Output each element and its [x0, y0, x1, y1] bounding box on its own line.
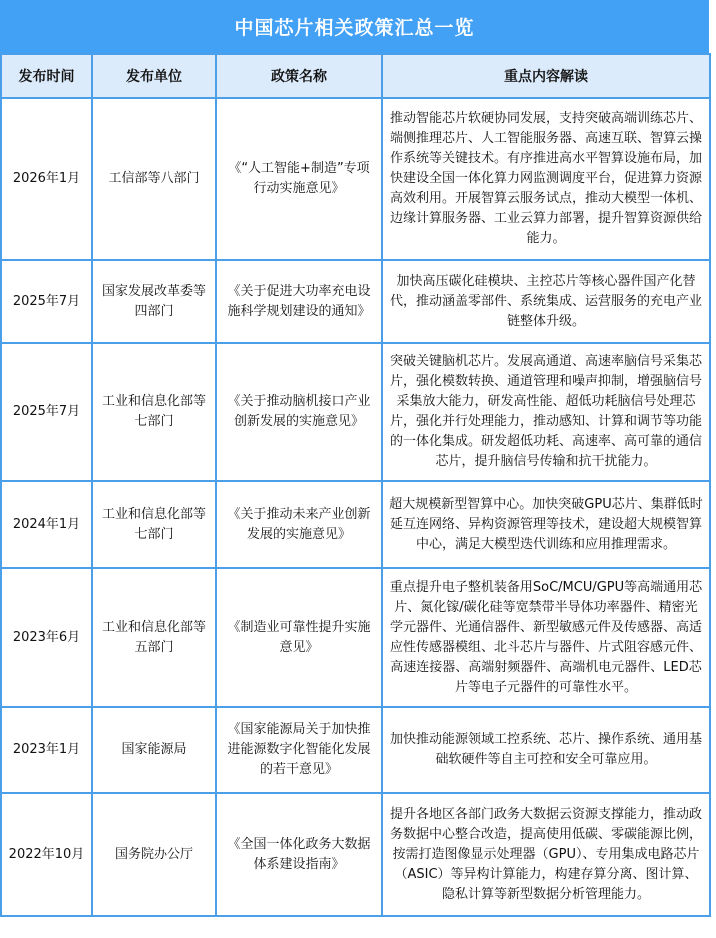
cell-content: 重点提升电子整机装备用SoC/MCU/GPU等高端通用芯片、氮化镓/碳化硅等宽禁带半导体功率器件、精密光学元器件、光通信器件、新型敏感元件及传感器、高适应性传感器模组、北斗芯片与器件、片式阻容感元件、高速连接器、高端射频器件、高端机电元器件、LED芯片等电子元器件的可靠性水平。: [382, 568, 710, 707]
cell-issuer: 工业和信息化部等五部门: [92, 568, 216, 707]
cell-policy: 《关于推动未来产业创新发展的实施意见》: [216, 481, 382, 568]
cell-content: 加快推动能源领域工控系统、芯片、操作系统、通用基础软硬件等自主可控和安全可靠应用。: [382, 707, 710, 793]
cell-date: 2024年1月: [1, 481, 92, 568]
cell-content: 超大规模新型智算中心。加快突破GPU芯片、集群低时延互连网络、异构资源管理等技术，建设超大规模智算中心，满足大模型迭代训练和应用推理需求。: [382, 481, 710, 568]
table-row: [1, 481, 710, 568]
cell-date: 2025年7月: [1, 260, 92, 343]
cell-policy: 《制造业可靠性提升实施意见》: [216, 568, 382, 707]
cell-policy: 《关于促进大功率充电设施科学规划建设的通知》: [216, 260, 382, 343]
cell-issuer: 工业和信息化部等七部门: [92, 343, 216, 481]
header-issuer: 发布单位: [92, 54, 216, 98]
cell-content: 突破关键脑机芯片。发展高通道、高速率脑信号采集芯片，强化模数转换、通道管理和噪声抑制，增强脑信号采集放大能力，研发高性能、超低功耗脑信号处理芯片，强化并行处理能力，推动感知、计算和调节等功能的一体化集成。研发超低功耗、高速率、高可靠的通信芯片，提升脑信号传输和抗干扰能力。: [382, 343, 710, 481]
header-content: 重点内容解读: [382, 54, 710, 98]
table-row: [1, 568, 710, 707]
cell-date: 2023年1月: [1, 707, 92, 793]
cell-content: 提升各地区各部门政务大数据云资源支撑能力，推动政务数据中心整合改造，提高使用低碳、零碳能源比例，按需打造图像显示处理器（GPU）、专用集成电路芯片（ASIC）等异构计算能力，构建存算分离、图计算、隐私计算等新型数据分析管理能力。: [382, 793, 710, 916]
cell-policy: 《全国一体化政务大数据体系建设指南》: [216, 793, 382, 916]
cell-policy: 《国家能源局关于加快推进能源数字化智能化发展的若干意见》: [216, 707, 382, 793]
cell-issuer: 工业和信息化部等七部门: [92, 481, 216, 568]
table-row: [1, 260, 710, 343]
header-policy: 政策名称: [216, 54, 382, 98]
cell-issuer: 国务院办公厅: [92, 793, 216, 916]
header-date: 发布时间: [1, 54, 92, 98]
cell-issuer: 工信部等八部门: [92, 98, 216, 260]
table-row: [1, 793, 710, 916]
header-row: [1, 54, 710, 98]
cell-date: 2026年1月: [1, 98, 92, 260]
table-row: [1, 98, 710, 260]
cell-content: 推动智能芯片软硬协同发展，支持突破高端训练芯片、端侧推理芯片、人工智能服务器、高速互联、智算云操作系统等关键技术。有序推进高水平智算设施布局，加快建设全国一体化算力网监测调度平台，促进算力资源高效利用。开展智算云服务试点，推动大模型一体机、边缘计算服务器、工业云算力部署，提升智算资源供给能力。: [382, 98, 710, 260]
cell-date: 2025年7月: [1, 343, 92, 481]
table-row: [1, 707, 710, 793]
table-title: 中国芯片相关政策汇总一览: [0, 0, 709, 53]
cell-content: 加快高压碳化硅模块、主控芯片等核心器件国产化替代，推动涵盖零部件、系统集成、运营服务的充电产业链整体升级。: [382, 260, 710, 343]
policy-table: [0, 53, 711, 917]
cell-date: 2023年6月: [1, 568, 92, 707]
cell-policy: 《“人工智能+制造”专项行动实施意见》: [216, 98, 382, 260]
cell-date: 2022年10月: [1, 793, 92, 916]
cell-issuer: 国家能源局: [92, 707, 216, 793]
cell-issuer: 国家发展改革委等四部门: [92, 260, 216, 343]
table-row: [1, 343, 710, 481]
cell-policy: 《关于推动脑机接口产业创新发展的实施意见》: [216, 343, 382, 481]
